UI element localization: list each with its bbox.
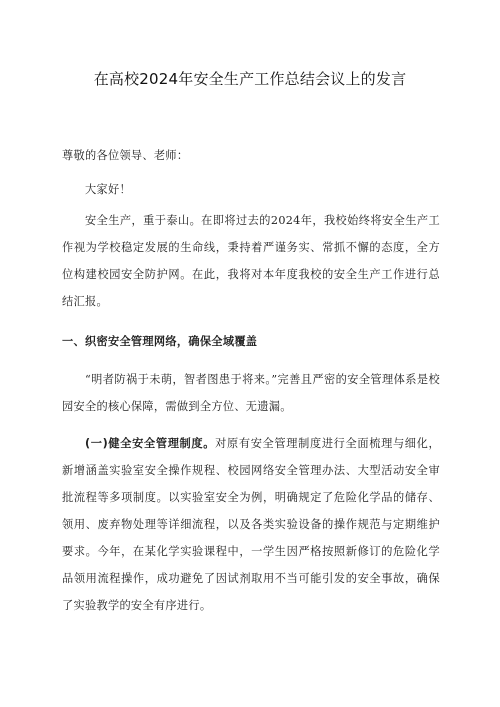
section-lead-paragraph: “明者防祸于未萌，智者图患于将来。”完善且严密的安全管理体系是校园安全的核心保障，需做到全方位、无遗漏。: [62, 373, 440, 413]
greeting: 大家好！: [85, 183, 131, 196]
intro-paragraph: 安全生产，重于泰山。在即将过去的2024年，我校始终将安全生产工作视为学校稳定发展的生命线，秉持着严谨务实、常抓不懈的态度，全方位构建校园安全防护网。在此，我将对本年度我校的安全生产工作进行总结汇报。: [62, 214, 440, 308]
salutation: 尊敬的各位领导、老师：: [62, 149, 189, 162]
section-item-paragraph: [62, 430, 440, 619]
item-text: 对原有安全管理制度进行全面梳理与细化，新增涵盖实验室安全操作规程、校园网络安全管理办法、大型活动安全审批流程等多项制度。以实验室安全为例，明确规定了危险化学品的储存、领用、废弃物处理等详细流程，以及各类实验设备的操作规范与定期维护要求。今年，在某化学实验课程中，一学生因严格按照新修订的危险化学品领用流程操作，成功避免了因试剂取用不当可能引发的安全事故，确保了实验教学的安全有序进行。: [62, 437, 441, 612]
section-heading: 一、织密安全管理网络，确保全域覆盖: [62, 335, 258, 348]
document-title: 在高校2024年安全生产工作总结会议上的发言: [93, 70, 407, 88]
item-label: (一)健全安全管理制度。: [85, 437, 216, 450]
